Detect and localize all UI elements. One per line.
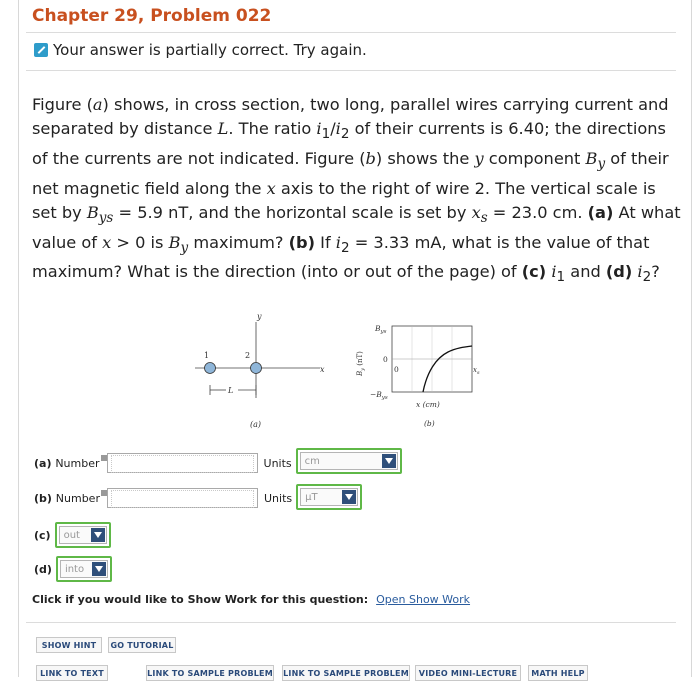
wire-2-label: 2 <box>245 351 251 360</box>
show-hint-button[interactable]: SHOW HINT <box>36 637 102 653</box>
answer-a-number-input[interactable] <box>107 453 258 473</box>
answer-d-select[interactable] <box>56 556 112 582</box>
y-axis-label: y <box>257 312 262 321</box>
answer-b-number-input[interactable] <box>107 488 258 508</box>
answer-c-select[interactable] <box>55 522 111 548</box>
chevron-down-icon[interactable] <box>382 454 396 468</box>
link-to-text-button[interactable]: LINK TO TEXT <box>36 665 108 681</box>
answer-b-units-select[interactable] <box>296 484 362 510</box>
divider <box>26 70 676 71</box>
answer-a-units-select[interactable] <box>296 448 402 474</box>
answer-c-row <box>34 522 111 548</box>
problem-figure <box>190 310 480 435</box>
chevron-down-icon[interactable] <box>342 490 356 504</box>
problem-statement: Figure (a) shows, in cross section, two long, parallel wires carrying current and separated by distance L. The ratio $i_1/i_2$ of their currents is 6.40; the directions of the currents are not indicated. Figure (b) shows the y component $B_y$ of their net magnetic field along the x axis to the right of wire 2. The vertical scale is set by $B_{ys} = 5.9$ nT, and the horizontal scale is set by $x_s = 23.0$ cm. (a) At what value of x > 0 is $B_y$ maximum? (b) If $i_2 = 3.33$ mA, what is the value of that maximum? What is the direction (into or out of the page) of (c) $i_1$ and (d) $i_2$? <box>32 95 681 286</box>
status-message <box>34 41 367 59</box>
neg-Bys-label: $-B_{ys}$ <box>370 390 388 401</box>
math-help-button[interactable]: MATH HELP <box>528 665 588 681</box>
answer-b-units-value: μT <box>305 491 318 503</box>
answer-a-label: (a) Number <box>34 456 100 470</box>
By-curve <box>423 346 472 392</box>
divider <box>26 32 676 33</box>
answer-b-label: (b) Number <box>34 491 100 505</box>
Bys-top-label: $B_{ys}$ <box>375 324 387 335</box>
link-to-sample-problem-button-2[interactable]: LINK TO SAMPLE PROBLEM <box>282 665 410 681</box>
show-work-row <box>32 593 470 606</box>
answer-a-units-label: Units <box>263 456 292 470</box>
answer-c-label: (c) <box>34 528 51 542</box>
pencil-icon <box>34 43 48 57</box>
answer-d-value: into <box>64 563 85 575</box>
open-show-work-link[interactable]: Open Show Work <box>376 593 471 606</box>
L-label: L <box>228 386 234 395</box>
video-mini-lecture-button[interactable]: VIDEO MINI-LECTURE <box>415 665 521 681</box>
wire-2 <box>251 363 262 374</box>
divider <box>26 622 676 623</box>
answer-c-value: out <box>63 529 80 541</box>
answer-a-units-value: cm <box>304 455 320 467</box>
show-work-text: Click if you would like to Show Work for this question: <box>32 593 369 606</box>
figure-b-caption: (b) <box>424 419 435 428</box>
xs-label: $x_s$ <box>473 366 480 376</box>
x-axis-label: x <box>320 365 325 374</box>
answer-d-label: (d) <box>34 562 52 576</box>
answer-a-row <box>34 452 402 474</box>
chevron-down-icon[interactable] <box>92 562 106 576</box>
wire-1-label: 1 <box>204 351 210 360</box>
status-text: Your answer is partially correct. Try again. <box>53 41 367 59</box>
link-to-sample-problem-button[interactable]: LINK TO SAMPLE PROBLEM <box>146 665 274 681</box>
By-axis-label: $B_y$ (nT) <box>356 351 366 376</box>
wire-1 <box>205 363 216 374</box>
x-cm-label: x (cm) <box>416 400 440 409</box>
figure-b <box>356 324 480 428</box>
chevron-down-icon[interactable] <box>91 528 105 542</box>
answer-b-row <box>34 486 362 510</box>
figure-a <box>195 312 325 429</box>
answer-b-units-label: Units <box>263 491 293 505</box>
page-title: Chapter 29, Problem 022 <box>32 6 272 26</box>
zero-axis-label: 0 <box>394 365 399 374</box>
answer-d-row <box>34 556 112 582</box>
go-tutorial-button[interactable]: GO TUTORIAL <box>108 637 176 653</box>
figure-a-caption: (a) <box>250 420 262 429</box>
zero-label: 0 <box>383 355 388 364</box>
